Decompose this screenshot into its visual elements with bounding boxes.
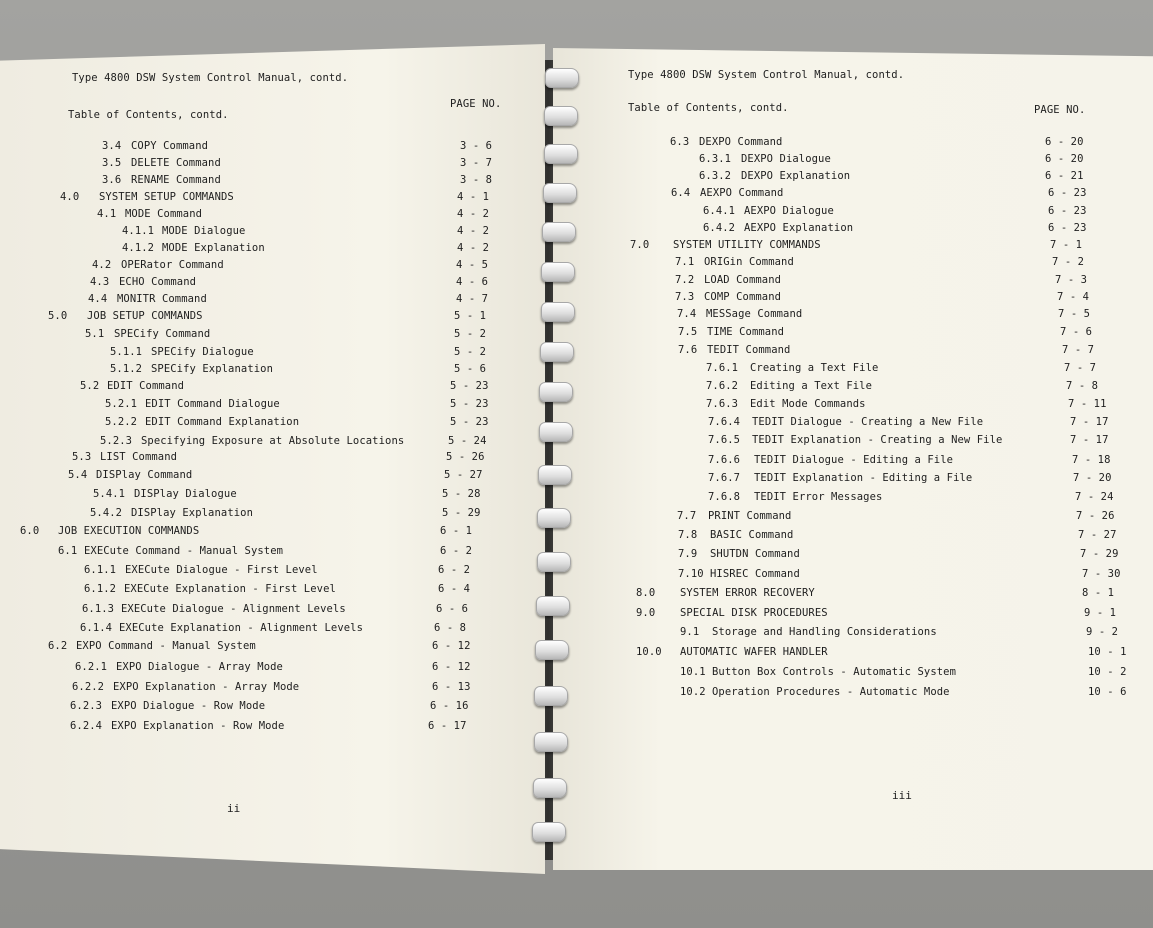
toc-entry-number: 6.1.2 — [84, 583, 117, 595]
toc-entry-number: 7.6.8 — [708, 491, 741, 503]
toc-entry-page: 7 - 27 — [1078, 529, 1117, 541]
toc-entry-page: 7 - 17 — [1070, 434, 1109, 446]
toc-entry-number: 7.8 — [678, 529, 698, 541]
toc-entry-page: 4 - 2 — [457, 242, 490, 254]
toc-entry-number: 4.4 — [88, 293, 108, 305]
toc-entry-page: 6 - 13 — [432, 681, 471, 693]
toc-entry-page: 6 - 17 — [428, 720, 467, 732]
toc-entry-page: 4 - 1 — [457, 191, 490, 203]
spiral-ring — [545, 68, 579, 88]
toc-entry-title: DEXPO Command — [699, 136, 783, 148]
spiral-ring — [539, 422, 573, 442]
toc-entry-page: 5 - 2 — [454, 328, 487, 340]
toc-entry-title: Storage and Handling Considerations — [712, 626, 937, 638]
toc-entry-number: 4.2 — [92, 259, 112, 271]
toc-entry-page: 10 - 6 — [1088, 686, 1127, 698]
toc-entry-page: 7 - 24 — [1075, 491, 1114, 503]
toc-entry-number: 5.1.1 — [110, 346, 143, 358]
toc-entry-number: 5.2.1 — [105, 398, 138, 410]
toc-entry-title: SPECify Dialogue — [151, 346, 254, 358]
toc-entry-title: TEDIT Command — [707, 344, 791, 356]
toc-entry-title: Edit Mode Commands — [750, 398, 866, 410]
toc-entry-title: TEDIT Explanation - Creating a New File — [752, 434, 1003, 446]
toc-entry-title: SYSTEM SETUP COMMANDS — [99, 191, 234, 203]
toc-entry-title: AEXPO Command — [700, 187, 784, 199]
toc-entry-page: 5 - 26 — [446, 451, 485, 463]
toc-entry-page: 5 - 28 — [442, 488, 481, 500]
toc-entry-page: 7 - 4 — [1057, 291, 1090, 303]
toc-entry-title: DISPlay Explanation — [131, 507, 254, 519]
spiral-ring — [537, 552, 571, 572]
toc-entry-title: EXECute Dialogue - Alignment Levels — [121, 603, 346, 615]
toc-entry-title: SYSTEM ERROR RECOVERY — [680, 587, 815, 599]
toc-entry-title: SYSTEM UTILITY COMMANDS — [673, 239, 821, 251]
toc-entry-number: 4.1.1 — [122, 225, 155, 237]
toc-entry-page: 7 - 3 — [1055, 274, 1088, 286]
toc-entry-number: 10.1 — [680, 666, 706, 678]
toc-entry-number: 6.2.4 — [70, 720, 103, 732]
toc-entry-page: 10 - 2 — [1088, 666, 1127, 678]
toc-entry-number: 3.5 — [102, 157, 122, 169]
toc-entry-title: EXPO Explanation - Row Mode — [111, 720, 285, 732]
toc-entry-page: 4 - 2 — [457, 208, 490, 220]
toc-entry-title: Button Box Controls - Automatic System — [712, 666, 957, 678]
toc-entry-page: 5 - 2 — [454, 346, 487, 358]
toc-entry-title: JOB EXECUTION COMMANDS — [58, 525, 200, 537]
toc-entry-number: 5.2 — [80, 380, 100, 392]
toc-entry-number: 7.6.1 — [706, 362, 739, 374]
toc-entry-title: EXECute Dialogue - First Level — [125, 564, 318, 576]
toc-entry-page: 5 - 23 — [450, 416, 489, 428]
toc-entry-page: 6 - 23 — [1048, 222, 1087, 234]
toc-entry-title: EXPO Command - Manual System — [76, 640, 256, 652]
toc-entry-number: 5.4 — [68, 469, 88, 481]
toc-entry-page: 7 - 26 — [1076, 510, 1115, 522]
toc-entry-title: SHUTDN Command — [710, 548, 800, 560]
toc-entry-page: 9 - 1 — [1084, 607, 1117, 619]
toc-entry-page: 5 - 27 — [444, 469, 483, 481]
toc-entry-page: 7 - 7 — [1062, 344, 1095, 356]
toc-entry-number: 5.4.1 — [93, 488, 126, 500]
toc-entry-title: DELETE Command — [131, 157, 221, 169]
toc-entry-page: 4 - 2 — [457, 225, 490, 237]
toc-entry-page: 6 - 1 — [440, 525, 473, 537]
toc-entry-page: 6 - 16 — [430, 700, 469, 712]
toc-entry-number: 5.2.3 — [100, 435, 133, 447]
toc-entry-title: EXECute Explanation - Alignment Levels — [119, 622, 364, 634]
left-page-number: ii — [227, 802, 241, 815]
toc-entry-page: 7 - 2 — [1052, 256, 1085, 268]
toc-entry-page: 6 - 6 — [436, 603, 469, 615]
toc-entry-number: 5.2.2 — [105, 416, 138, 428]
toc-entry-page: 3 - 7 — [460, 157, 493, 169]
toc-entry-number: 7.7 — [677, 510, 697, 522]
toc-entry-title: LIST Command — [100, 451, 178, 463]
toc-entry-number: 4.1 — [97, 208, 117, 220]
toc-entry-page: 7 - 5 — [1058, 308, 1091, 320]
toc-entry-number: 7.9 — [678, 548, 698, 560]
toc-entry-number: 5.4.2 — [90, 507, 123, 519]
toc-entry-title: JOB SETUP COMMANDS — [87, 310, 203, 322]
toc-entry-title: AEXPO Dialogue — [744, 205, 834, 217]
toc-entry-number: 4.1.2 — [122, 242, 155, 254]
toc-entry-number: 6.3.2 — [699, 170, 732, 182]
toc-entry-number: 6.4.1 — [703, 205, 736, 217]
left-page-no-label: PAGE NO. — [450, 98, 502, 110]
spiral-ring — [537, 508, 571, 528]
toc-entry-title: LOAD Command — [704, 274, 782, 286]
toc-entry-page: 3 - 6 — [460, 140, 493, 152]
toc-entry-number: 7.6.7 — [708, 472, 741, 484]
toc-entry-number: 6.1 — [58, 545, 78, 557]
toc-entry-number: 6.2.2 — [72, 681, 105, 693]
toc-entry-number: 7.6.6 — [708, 454, 741, 466]
toc-entry-number: 10.2 — [680, 686, 706, 698]
toc-entry-title: TIME Command — [707, 326, 785, 338]
toc-entry-page: 7 - 29 — [1080, 548, 1119, 560]
toc-entry-page: 7 - 30 — [1082, 568, 1121, 580]
right-page-number: iii — [892, 789, 912, 802]
toc-entry-page: 6 - 23 — [1048, 187, 1087, 199]
toc-entry-number: 7.6.5 — [708, 434, 741, 446]
toc-entry-page: 8 - 1 — [1082, 587, 1115, 599]
toc-entry-title: COPY Command — [131, 140, 209, 152]
spiral-ring — [532, 822, 566, 842]
toc-entry-number: 9.0 — [636, 607, 656, 619]
toc-entry-page: 3 - 8 — [460, 174, 493, 186]
toc-entry-page: 7 - 20 — [1073, 472, 1112, 484]
toc-entry-page: 6 - 8 — [434, 622, 467, 634]
toc-entry-page: 6 - 2 — [438, 564, 471, 576]
spiral-ring — [534, 732, 568, 752]
spiral-ring — [544, 106, 578, 126]
spiral-ring — [539, 382, 573, 402]
toc-entry-title: EXPO Dialogue - Row Mode — [111, 700, 266, 712]
toc-entry-number: 6.3 — [670, 136, 690, 148]
toc-entry-page: 5 - 23 — [450, 398, 489, 410]
toc-entry-title: MONITR Command — [117, 293, 207, 305]
toc-entry-title: MESSage Command — [706, 308, 803, 320]
toc-entry-title: EDIT Command Explanation — [145, 416, 300, 428]
toc-entry-title: COMP Command — [704, 291, 782, 303]
toc-entry-title: TEDIT Dialogue - Editing a File — [754, 454, 954, 466]
toc-entry-title: Creating a Text File — [750, 362, 879, 374]
toc-entry-number: 7.2 — [675, 274, 695, 286]
toc-entry-title: TEDIT Explanation - Editing a File — [754, 472, 973, 484]
toc-entry-number: 5.1.2 — [110, 363, 143, 375]
toc-entry-number: 6.1.1 — [84, 564, 117, 576]
toc-entry-page: 6 - 23 — [1048, 205, 1087, 217]
toc-entry-page: 7 - 1 — [1050, 239, 1083, 251]
spiral-ring — [534, 686, 568, 706]
toc-entry-number: 5.3 — [72, 451, 92, 463]
spiral-ring — [536, 596, 570, 616]
spiral-ring — [540, 342, 574, 362]
toc-entry-title: Specifying Exposure at Absolute Locations — [141, 435, 405, 447]
toc-entry-title: HISREC Command — [710, 568, 800, 580]
toc-entry-number: 6.0 — [20, 525, 40, 537]
toc-entry-page: 7 - 8 — [1066, 380, 1099, 392]
toc-entry-number: 6.1.3 — [82, 603, 115, 615]
toc-entry-number: 7.4 — [677, 308, 697, 320]
toc-entry-number: 3.4 — [102, 140, 122, 152]
toc-entry-page: 4 - 5 — [456, 259, 489, 271]
toc-entry-title: DEXPO Dialogue — [741, 153, 831, 165]
toc-entry-page: 6 - 4 — [438, 583, 471, 595]
toc-entry-title: EXPO Dialogue - Array Mode — [116, 661, 283, 673]
toc-entry-title: PRINT Command — [708, 510, 792, 522]
toc-entry-page: 7 - 17 — [1070, 416, 1109, 428]
toc-entry-number: 7.10 — [678, 568, 704, 580]
toc-entry-page: 5 - 24 — [448, 435, 487, 447]
toc-entry-title: ORIGin Command — [704, 256, 794, 268]
toc-entry-number: 6.2 — [48, 640, 68, 652]
toc-entry-page: 6 - 20 — [1045, 136, 1084, 148]
toc-entry-number: 8.0 — [636, 587, 656, 599]
right-page-no-label: PAGE NO. — [1034, 104, 1086, 116]
toc-entry-number: 7.6.4 — [708, 416, 741, 428]
toc-entry-title: MODE Dialogue — [162, 225, 246, 237]
toc-entry-number: 7.0 — [630, 239, 650, 251]
toc-entry-page: 6 - 12 — [432, 661, 471, 673]
toc-entry-title: SPECIAL DISK PROCEDURES — [680, 607, 828, 619]
toc-entry-page: 5 - 29 — [442, 507, 481, 519]
toc-entry-title: Operation Procedures - Automatic Mode — [712, 686, 950, 698]
right-toc-title: Table of Contents, contd. — [628, 102, 789, 114]
toc-entry-page: 5 - 6 — [454, 363, 487, 375]
toc-entry-title: EDIT Command Dialogue — [145, 398, 280, 410]
toc-entry-title: AUTOMATIC WAFER HANDLER — [680, 646, 828, 658]
toc-entry-number: 6.2.1 — [75, 661, 108, 673]
toc-entry-page: 6 - 20 — [1045, 153, 1084, 165]
toc-entry-number: 5.0 — [48, 310, 68, 322]
toc-entry-title: AEXPO Explanation — [744, 222, 854, 234]
spiral-ring — [541, 302, 575, 322]
toc-entry-title: RENAME Command — [131, 174, 221, 186]
toc-entry-number: 6.4.2 — [703, 222, 736, 234]
spiral-ring — [533, 778, 567, 798]
toc-entry-number: 7.5 — [678, 326, 698, 338]
toc-entry-page: 6 - 12 — [432, 640, 471, 652]
toc-entry-title: EXECute Explanation - First Level — [124, 583, 336, 595]
toc-entry-title: ECHO Command — [119, 276, 197, 288]
toc-entry-number: 7.6.2 — [706, 380, 739, 392]
toc-entry-title: DISPlay Command — [96, 469, 193, 481]
toc-entry-title: DEXPO Explanation — [741, 170, 851, 182]
toc-entry-title: EDIT Command — [107, 380, 185, 392]
toc-entry-page: 5 - 1 — [454, 310, 487, 322]
left-toc-title: Table of Contents, contd. — [68, 109, 229, 121]
toc-entry-page: 7 - 7 — [1064, 362, 1097, 374]
toc-entry-number: 4.0 — [60, 191, 80, 203]
toc-entry-title: TEDIT Dialogue - Creating a New File — [752, 416, 984, 428]
toc-entry-title: MODE Command — [125, 208, 203, 220]
toc-entry-page: 6 - 2 — [440, 545, 473, 557]
toc-entry-page: 6 - 21 — [1045, 170, 1084, 182]
left-page-header: Type 4800 DSW System Control Manual, contd. — [72, 72, 349, 84]
toc-entry-page: 10 - 1 — [1088, 646, 1127, 658]
toc-entry-title: EXPO Explanation - Array Mode — [113, 681, 300, 693]
spiral-ring — [538, 465, 572, 485]
toc-entry-title: BASIC Command — [710, 529, 794, 541]
toc-entry-number: 7.1 — [675, 256, 695, 268]
toc-entry-number: 7.6 — [678, 344, 698, 356]
toc-entry-page: 7 - 18 — [1072, 454, 1111, 466]
toc-entry-number: 4.3 — [90, 276, 110, 288]
toc-entry-number: 5.1 — [85, 328, 105, 340]
spiral-ring — [544, 144, 578, 164]
toc-entry-title: SPECify Explanation — [151, 363, 274, 375]
toc-entry-number: 6.1.4 — [80, 622, 113, 634]
toc-entry-page: 5 - 23 — [450, 380, 489, 392]
right-page-header: Type 4800 DSW System Control Manual, contd. — [628, 69, 905, 81]
toc-entry-number: 9.1 — [680, 626, 700, 638]
toc-entry-title: EXECute Command - Manual System — [84, 545, 284, 557]
toc-entry-title: OPERator Command — [121, 259, 224, 271]
toc-entry-title: DISPlay Dialogue — [134, 488, 237, 500]
toc-entry-title: MODE Explanation — [162, 242, 265, 254]
spiral-ring — [543, 183, 577, 203]
toc-entry-number: 6.2.3 — [70, 700, 103, 712]
toc-entry-title: TEDIT Error Messages — [754, 491, 883, 503]
toc-entry-number: 7.6.3 — [706, 398, 739, 410]
spiral-ring — [542, 222, 576, 242]
spiral-ring — [541, 262, 575, 282]
toc-entry-title: Editing a Text File — [750, 380, 873, 392]
toc-entry-page: 9 - 2 — [1086, 626, 1119, 638]
toc-entry-page: 4 - 6 — [456, 276, 489, 288]
toc-entry-title: SPECify Command — [114, 328, 211, 340]
toc-entry-number: 7.3 — [675, 291, 695, 303]
toc-entry-page: 7 - 11 — [1068, 398, 1107, 410]
toc-entry-number: 6.4 — [671, 187, 691, 199]
spiral-ring — [535, 640, 569, 660]
toc-entry-number: 6.3.1 — [699, 153, 732, 165]
toc-entry-number: 10.0 — [636, 646, 662, 658]
toc-entry-page: 7 - 6 — [1060, 326, 1093, 338]
toc-entry-page: 4 - 7 — [456, 293, 489, 305]
toc-entry-number: 3.6 — [102, 174, 122, 186]
